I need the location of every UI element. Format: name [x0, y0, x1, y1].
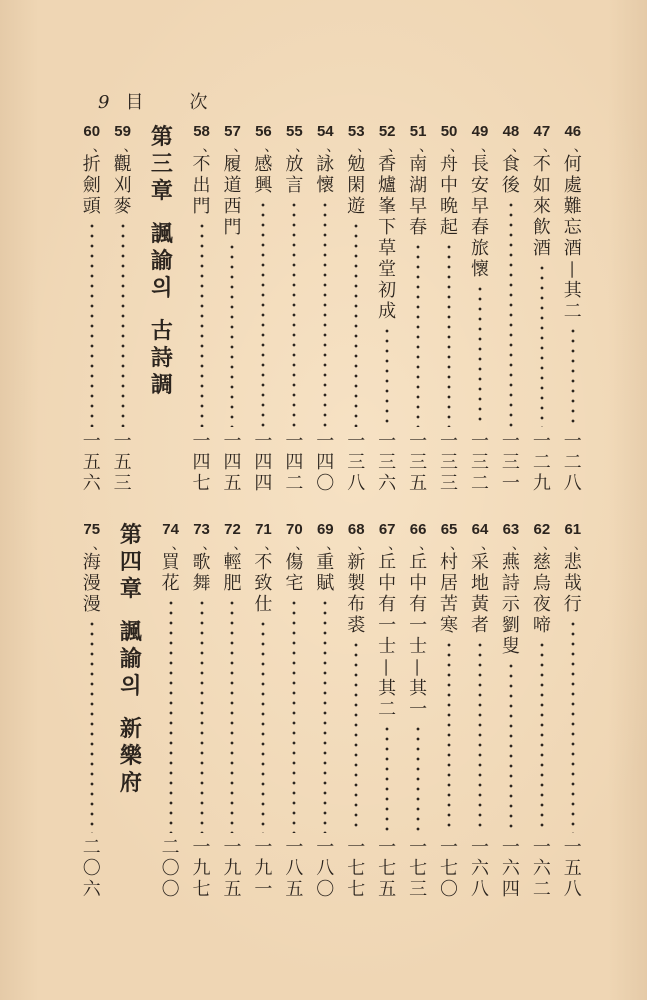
entry-mark: 、: [233, 537, 248, 553]
entry-mark: 、: [542, 139, 557, 155]
leader-dots: [261, 619, 265, 833]
leader-dots: [200, 221, 204, 427]
toc-entry: [341, 522, 371, 900]
entry-page: 二 〇 〇: [161, 837, 180, 900]
entry-mark: 、: [480, 139, 495, 155]
leader-dots: [90, 221, 94, 427]
toc-entry: [403, 522, 433, 900]
entry-page: 一 三 一: [501, 431, 520, 494]
entry-number: 75: [83, 521, 101, 538]
leader-dots: [385, 326, 389, 427]
entry-mark: 、: [419, 537, 434, 553]
entry-mark: 、: [450, 139, 465, 155]
entry-title: 慈 烏 夜 啼: [532, 552, 551, 636]
entry-mark: 、: [573, 139, 588, 155]
entry-page: 一 八 五: [285, 837, 304, 900]
entry-mark: 、: [357, 139, 372, 155]
toc-entry: [496, 522, 526, 900]
entry-page: 一 五 八: [563, 837, 582, 900]
toc-entry: [107, 124, 137, 494]
entry-title: 丘 中 有 一 士 — 其 二: [376, 552, 398, 720]
entry-number: 60: [83, 123, 101, 140]
entry-number: 48: [502, 123, 520, 140]
leader-dots: [261, 200, 265, 427]
entry-number: 59: [114, 123, 131, 140]
leader-dots: [323, 200, 327, 427]
entry-number: 69: [316, 521, 334, 538]
entry-title: 食 後: [501, 154, 520, 196]
chapter-heading: 第 三 章 諷 諭 의 古 詩 調: [150, 124, 173, 398]
entry-number: 74: [162, 521, 179, 538]
entry-mark: 、: [480, 537, 495, 553]
entry-number: 62: [533, 521, 551, 538]
entry-title: 新 製 布 裘: [347, 552, 366, 636]
entry-title: 詠 懷: [316, 154, 335, 196]
leader-dots: [571, 326, 575, 427]
page-number: 9: [98, 92, 112, 113]
entry-number: 47: [533, 123, 551, 140]
toc-section-2: [76, 522, 588, 900]
leader-dots: [169, 598, 173, 833]
leader-dots: [90, 619, 94, 833]
entry-title: 村 居 苦 寒: [440, 552, 459, 636]
entry-page: 一 四 四: [254, 431, 273, 494]
entry-mark: 、: [388, 537, 403, 553]
toc-entry: [341, 124, 371, 494]
entry-title: 南 湖 早 春: [409, 154, 428, 238]
leader-dots: [121, 221, 125, 427]
entry-number: 72: [224, 521, 241, 538]
entry-mark: 、: [542, 537, 557, 553]
leader-dots: [354, 640, 358, 833]
entry-page: 二 〇 六: [82, 837, 101, 900]
entry-mark: 、: [326, 537, 341, 553]
toc-entry: [310, 522, 340, 900]
entry-number: 55: [286, 123, 303, 140]
entry-mark: 、: [419, 139, 434, 155]
entry-page: 一 三 二: [470, 431, 489, 494]
leader-dots: [354, 221, 358, 427]
entry-mark: 、: [295, 139, 310, 155]
entry-mark: 、: [264, 139, 279, 155]
entry-title: 不 致 仕: [254, 552, 273, 615]
entry-title: 舟 中 晩 起: [440, 154, 459, 238]
entry-mark: 、: [202, 139, 217, 155]
toc-entry: [527, 124, 557, 494]
toc-entry: [310, 124, 340, 494]
entry-page: 一 六 二: [532, 837, 551, 900]
toc-entry: [558, 522, 588, 900]
leader-dots: [292, 200, 296, 427]
entry-mark: 、: [388, 139, 403, 155]
toc-entry: [76, 124, 106, 494]
leader-dots: [478, 284, 482, 427]
toc-entry: [434, 522, 464, 900]
entry-title: 燕 詩 示 劉 叟: [501, 552, 520, 657]
entry-mark: 、: [326, 139, 341, 155]
entry-page: 一 五 三: [113, 431, 132, 494]
entry-page: 一 三 三: [440, 431, 459, 494]
leader-dots: [447, 242, 451, 427]
entry-page: 一 九 五: [223, 837, 242, 900]
entry-title: 觀 刈 麥: [113, 154, 132, 217]
entry-mark: 、: [202, 537, 217, 553]
entry-number: 53: [347, 123, 365, 140]
entry-page: 一 五 六: [82, 431, 101, 494]
toc-entry: [248, 522, 278, 900]
toc-entry: [186, 522, 216, 900]
entry-page: 一 七 三: [409, 837, 428, 900]
entry-number: 66: [409, 521, 427, 538]
entry-number: 73: [193, 521, 210, 538]
entry-title: 采 地 黃 者: [470, 552, 489, 636]
entry-title: 輕 肥: [223, 552, 242, 594]
leader-dots: [323, 598, 327, 833]
entry-title: 悲 哉 行: [563, 552, 582, 615]
leader-dots: [230, 598, 234, 833]
entry-page: 一 三 八: [347, 431, 366, 494]
entry-mark: 、: [92, 139, 107, 155]
leader-dots: [571, 619, 575, 833]
toc-section-1: [76, 124, 588, 494]
entry-number: 58: [193, 123, 210, 140]
entry-page: 一 七 〇: [440, 837, 459, 900]
chapter-heading: 第 四 章 諷 諭 의 新 樂 府: [119, 522, 142, 796]
entry-page: 一 六 四: [501, 837, 520, 900]
toc-entry: [217, 124, 247, 494]
header-word-2: 次: [189, 92, 210, 113]
entry-number: 68: [347, 521, 365, 538]
entry-number: 56: [255, 123, 272, 140]
toc-entry: [76, 522, 106, 900]
leader-dots: [509, 200, 513, 427]
entry-mark: 、: [450, 537, 465, 553]
entry-page: 一 四 〇: [316, 431, 335, 494]
leader-dots: [385, 724, 389, 833]
entry-page: 一 九 七: [192, 837, 211, 900]
toc-entry: [217, 522, 247, 900]
entry-title: 放 言: [285, 154, 304, 196]
toc-entry: [279, 124, 309, 494]
entry-title: 勉 閑 遊: [347, 154, 366, 217]
entry-page: 一 七 五: [378, 837, 397, 900]
entry-title: 何 處 難 忘 酒 — 其 二: [562, 154, 584, 322]
toc-entry: [465, 124, 495, 494]
toc-entry: [558, 124, 588, 494]
entry-title: 重 賦: [316, 552, 335, 594]
entry-title: 不 如 來 飮 酒: [532, 154, 551, 259]
entry-title: 傷 宅: [285, 552, 304, 594]
entry-title: 長 安 早 春 旅 懷: [470, 154, 489, 280]
entry-page: 一 四 二: [285, 431, 304, 494]
entry-mark: 、: [511, 139, 526, 155]
entry-number: 65: [440, 521, 458, 538]
entry-page: 一 七 七: [347, 837, 366, 900]
toc-entry: [496, 124, 526, 494]
running-header: [98, 88, 209, 114]
leader-dots: [509, 661, 513, 833]
entry-mark: 、: [123, 139, 138, 155]
leader-dots: [292, 598, 296, 833]
entry-mark: 、: [295, 537, 310, 553]
toc-entry: [186, 124, 216, 494]
leader-dots: [540, 640, 544, 833]
entry-page: 一 四 五: [223, 431, 242, 494]
entry-mark: 、: [264, 537, 279, 553]
entry-title: 履 道 西 門: [223, 154, 242, 238]
entry-number: 57: [224, 123, 241, 140]
entry-number: 46: [564, 123, 582, 140]
entry-title: 丘 中 有 一 士 — 其 一: [407, 552, 429, 720]
entry-number: 51: [409, 123, 427, 140]
entry-title: 歌 舞: [192, 552, 211, 594]
leader-dots: [416, 724, 420, 833]
toc-entry: [434, 124, 464, 494]
entry-page: 一 八 〇: [316, 837, 335, 900]
leader-dots: [447, 640, 451, 833]
entry-mark: 、: [511, 537, 526, 553]
entry-mark: 、: [92, 537, 107, 553]
entry-number: 64: [471, 521, 489, 538]
toc-entry: [527, 522, 557, 900]
toc-entry: [372, 124, 402, 494]
entry-page: 一 四 七: [192, 431, 211, 494]
leader-dots: [230, 242, 234, 427]
entry-mark: 、: [357, 537, 372, 553]
toc-entry: [279, 522, 309, 900]
leader-dots: [200, 598, 204, 833]
entry-page: 一 九 一: [254, 837, 273, 900]
entry-number: 71: [255, 521, 272, 538]
entry-title: 海 漫 漫: [82, 552, 101, 615]
entry-page: 一 三 六: [378, 431, 397, 494]
entry-page: 一 三 五: [409, 431, 428, 494]
entry-title: 折 劍 頭: [82, 154, 101, 217]
leader-dots: [540, 263, 544, 427]
entry-title: 香 爐 峯 下 草 堂 初 成: [378, 154, 397, 322]
entry-number: 50: [440, 123, 458, 140]
toc-entry: [403, 124, 433, 494]
entry-number: 49: [471, 123, 489, 140]
entry-mark: 、: [573, 537, 588, 553]
entry-number: 52: [378, 123, 396, 140]
entry-number: 63: [502, 521, 520, 538]
entry-mark: 、: [233, 139, 248, 155]
toc-entry: [372, 522, 402, 900]
leader-dots: [416, 242, 420, 427]
entry-number: 61: [564, 521, 582, 538]
entry-page: 一 六 八: [470, 837, 489, 900]
entry-title: 感 興: [254, 154, 273, 196]
entry-title: 不 出 門: [192, 154, 211, 217]
toc-entry: [155, 522, 185, 900]
header-word-1: 目: [125, 92, 146, 113]
entry-number: 67: [378, 521, 396, 538]
entry-page: 一 二 八: [563, 431, 582, 494]
toc-entry: [465, 522, 495, 900]
leader-dots: [478, 640, 482, 833]
toc-entry: [248, 124, 278, 494]
entry-mark: 、: [171, 537, 186, 553]
entry-number: 70: [286, 521, 303, 538]
entry-title: 買 花: [161, 552, 180, 594]
entry-page: 一 二 九: [532, 431, 551, 494]
entry-number: 54: [316, 123, 334, 140]
